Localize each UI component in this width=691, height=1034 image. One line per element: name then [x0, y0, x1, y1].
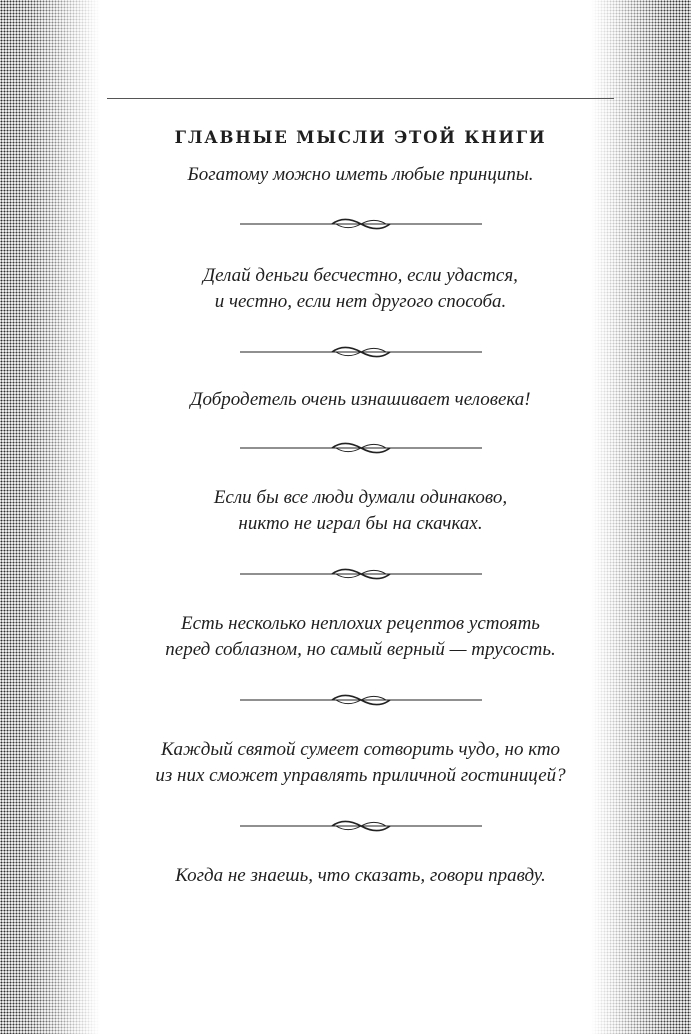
- quote-line: Есть несколько неплохих рецептов устоять: [181, 613, 540, 634]
- quote-line: перед соблазном, но самый верный — трусость.: [165, 639, 556, 660]
- quote-line: Каждый святой сумеет сотворить чудо, но кто: [160, 739, 561, 760]
- quote-4: [107, 485, 614, 537]
- quote-line: Делай деньги бесчестно, если удастся,: [203, 265, 518, 286]
- quote-5: [107, 611, 614, 663]
- ornament-divider: [240, 567, 482, 581]
- quote-7: [107, 863, 614, 889]
- top-rule: [107, 98, 614, 99]
- page-content: [107, 124, 614, 889]
- quote-line: и честно, если нет другого способа.: [214, 291, 507, 312]
- quote-line: Добродетель очень изнашивает человека!: [190, 389, 531, 410]
- quote-6: [107, 737, 614, 789]
- quote-line: никто не играл бы на скачках.: [238, 513, 483, 534]
- quote-line: Богатому можно иметь любые принципы.: [187, 164, 534, 185]
- ornament-divider: [240, 819, 482, 833]
- ornament-divider: [240, 693, 482, 707]
- ornament-divider: [240, 217, 482, 231]
- quote-3: [107, 387, 614, 413]
- quote-1: [107, 162, 614, 188]
- ornament-divider: [240, 345, 482, 359]
- page-title: ГЛАВНЫЕ МЫСЛИ ЭТОЙ КНИГИ: [174, 128, 547, 147]
- quote-line: из них сможет управлять приличной гостиницей?: [155, 765, 566, 786]
- quote-2: [107, 263, 614, 315]
- quote-line: Когда не знаешь, что сказать, говори правду.: [175, 865, 546, 886]
- quote-line: Если бы все люди думали одинаково,: [213, 487, 508, 508]
- ornament-divider: [240, 441, 482, 455]
- halftone-border-left: [0, 0, 100, 1034]
